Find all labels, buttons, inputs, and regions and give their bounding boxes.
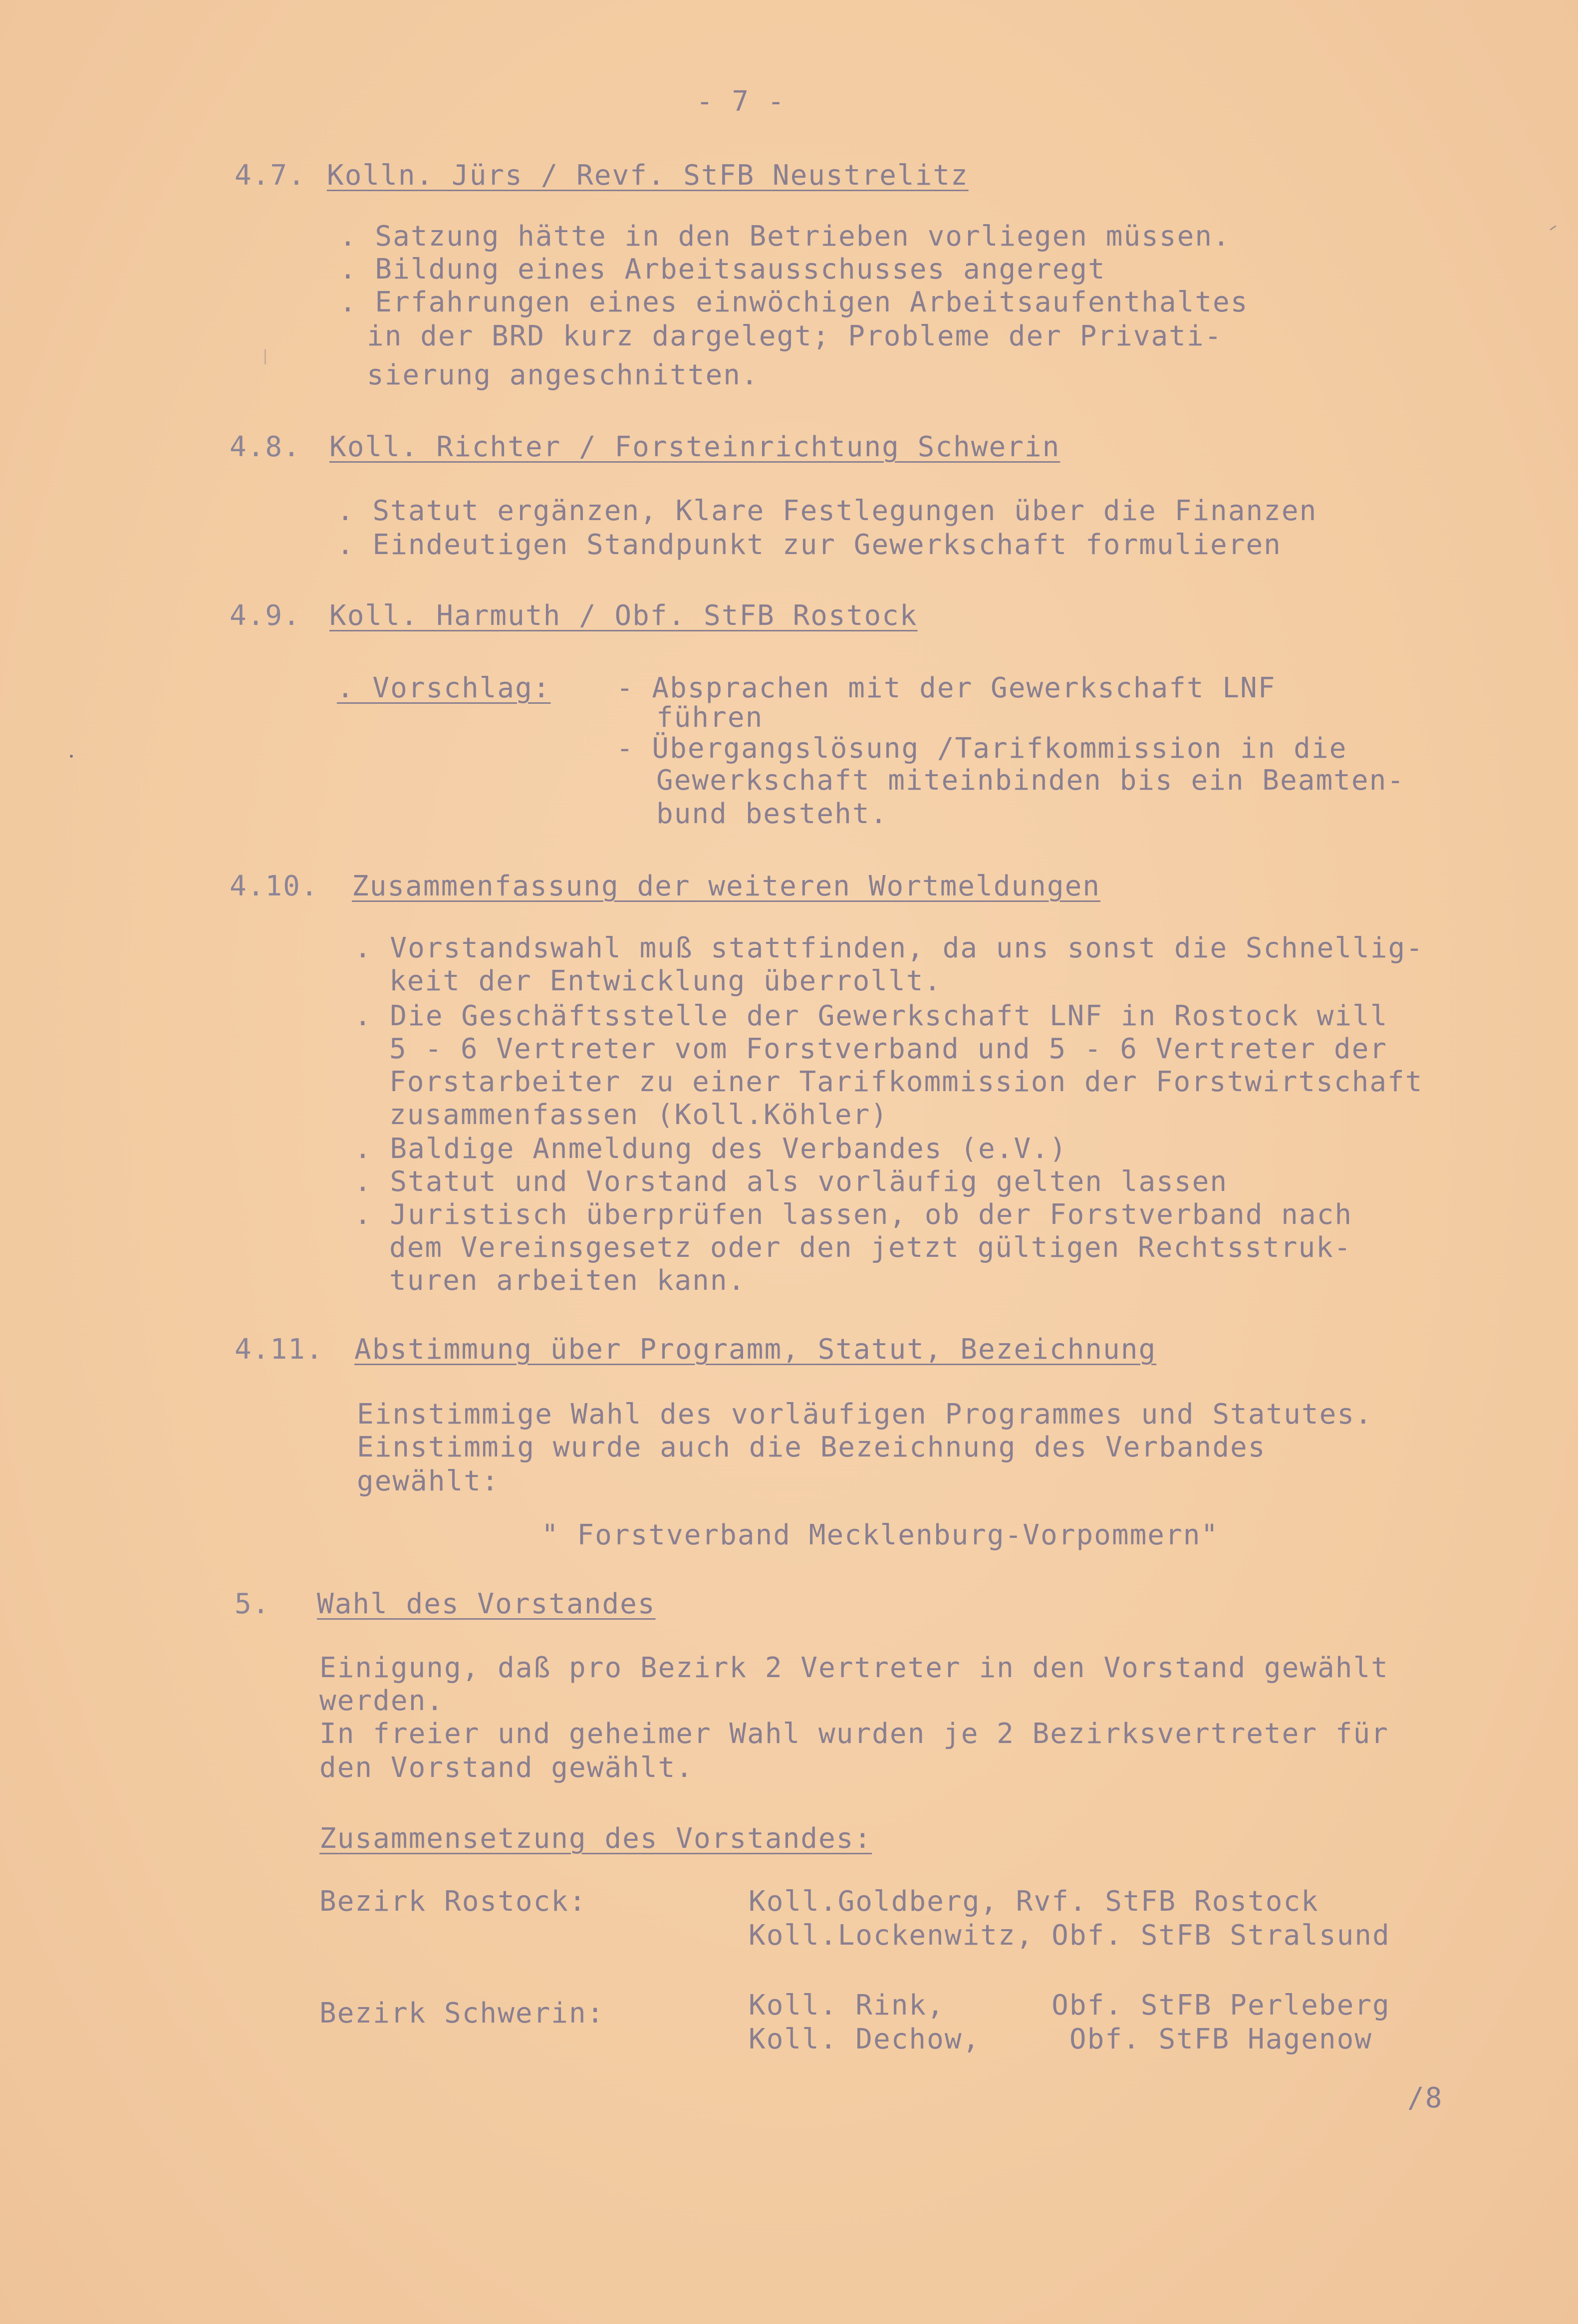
section-4-7-number: 4.7. [235, 159, 306, 192]
association-name: " Forstverband Mecklenburg-Vorpommern" [541, 1519, 1219, 1551]
section-5-text: den Vorstand gewählt. [319, 1751, 694, 1784]
section-5-text: werden. [319, 1685, 445, 1717]
section-4-10-item: keit der Entwicklung überrollt. [389, 965, 942, 997]
board-member: Koll. Dechow, Obf. StFB Hagenow [749, 2023, 1373, 2055]
ink-speck [70, 755, 73, 758]
section-4-10-item: dem Vereinsgesetz oder den jetzt gültigen Rechtsstruk- [389, 1231, 1352, 1264]
section-4-9-item: führen [656, 701, 764, 734]
continuation-marker: /8 [1407, 2082, 1443, 2114]
board-member: Koll.Goldberg, Rvf. StFB Rostock [749, 1885, 1319, 1918]
district-schwerin-label: Bezirk Schwerin: [319, 1997, 605, 2030]
section-4-7-item: in der BRD kurz dargelegt; Probleme der Privati- [367, 320, 1223, 352]
section-4-8-item: . Statut ergänzen, Klare Festlegungen über die Finanzen [337, 495, 1317, 527]
section-4-8-item: . Eindeutigen Standpunkt zur Gewerkschaft formulieren [337, 529, 1282, 561]
section-4-10-heading: Zusammenfassung der weiteren Wortmeldungen [352, 870, 1101, 902]
pencil-mark [264, 349, 266, 364]
section-4-10-item: . Vorstandswahl muß stattfinden, da uns sonst die Schnellig- [354, 932, 1424, 964]
section-4-10-item: zusammenfassen (Koll.Köhler) [389, 1099, 889, 1131]
section-4-11-heading: Abstimmung über Programm, Statut, Bezeichnung [354, 1333, 1157, 1366]
section-4-9-item: - Absprachen mit der Gewerkschaft LNF [616, 672, 1276, 704]
section-4-8-number: 4.8. [230, 431, 301, 463]
board-member: Koll.Lockenwitz, Obf. StFB Stralsund [749, 1919, 1390, 1952]
section-4-10-item: turen arbeiten kann. [389, 1264, 746, 1297]
section-4-9-proposal-label: . Vorschlag: [337, 672, 551, 704]
pencil-mark [1550, 225, 1556, 230]
section-4-11-text: Einstimmige Wahl des vorläufigen Programmes und Statutes. [357, 1398, 1373, 1431]
section-4-9-item: Gewerkschaft miteinbinden bis ein Beamten- [656, 764, 1405, 797]
section-4-7-item: . Satzung hätte in den Betrieben vorliegen müssen. [339, 220, 1231, 253]
district-rostock-label: Bezirk Rostock: [319, 1885, 587, 1918]
section-4-7-item: . Bildung eines Arbeitsausschusses angeregt [339, 253, 1106, 286]
section-4-10-item: . Die Geschäftsstelle der Gewerkschaft LNF in Rostock will [354, 1000, 1388, 1032]
section-4-10-number: 4.10. [230, 870, 319, 902]
section-4-7-heading: Kolln. Jürs / Revf. StFB Neustrelitz [327, 159, 969, 192]
section-4-7-item: . Erfahrungen eines einwöchigen Arbeitsaufenthaltes [339, 286, 1249, 318]
board-composition-heading: Zusammensetzung des Vorstandes: [319, 1822, 872, 1855]
section-5-text: Einigung, daß pro Bezirk 2 Vertreter in den Vorstand gewählt [319, 1652, 1389, 1684]
section-4-10-item: . Juristisch überprüfen lassen, ob der Forstverband nach [354, 1198, 1353, 1231]
section-4-11-number: 4.11. [235, 1333, 324, 1366]
section-4-11-text: gewählt: [357, 1465, 500, 1497]
section-4-7-item: sierung angeschnitten. [367, 359, 759, 391]
section-4-10-item: . Statut und Vorstand als vorläufig gelten lassen [354, 1165, 1228, 1198]
section-4-9-item: - Übergangslösung /Tarifkommission in die [616, 732, 1347, 765]
section-4-9-heading: Koll. Harmuth / Obf. StFB Rostock [329, 599, 918, 632]
section-4-11-text: Einstimmig wurde auch die Bezeichnung des Verbandes [357, 1431, 1266, 1463]
section-5-number: 5. [235, 1588, 270, 1620]
section-4-10-item: 5 - 6 Vertreter vom Forstverband und 5 - 6 Vertreter der [389, 1033, 1388, 1065]
page-number: - 7 - [696, 85, 786, 118]
section-4-10-item: Forstarbeiter zu einer Tarifkommission der Forstwirtschaft [389, 1066, 1423, 1098]
section-4-9-number: 4.9. [230, 599, 301, 632]
section-5-heading: Wahl des Vorstandes [317, 1588, 656, 1620]
section-4-10-item: . Baldige Anmeldung des Verbandes (e.V.) [354, 1133, 1067, 1165]
section-4-9-item: bund besteht. [656, 798, 888, 830]
section-4-8-heading: Koll. Richter / Forsteinrichtung Schwerin [329, 431, 1060, 463]
section-5-text: In freier und geheimer Wahl wurden je 2 Bezirksvertreter für [319, 1718, 1389, 1750]
board-member: Koll. Rink, Obf. StFB Perleberg [749, 1989, 1390, 2022]
